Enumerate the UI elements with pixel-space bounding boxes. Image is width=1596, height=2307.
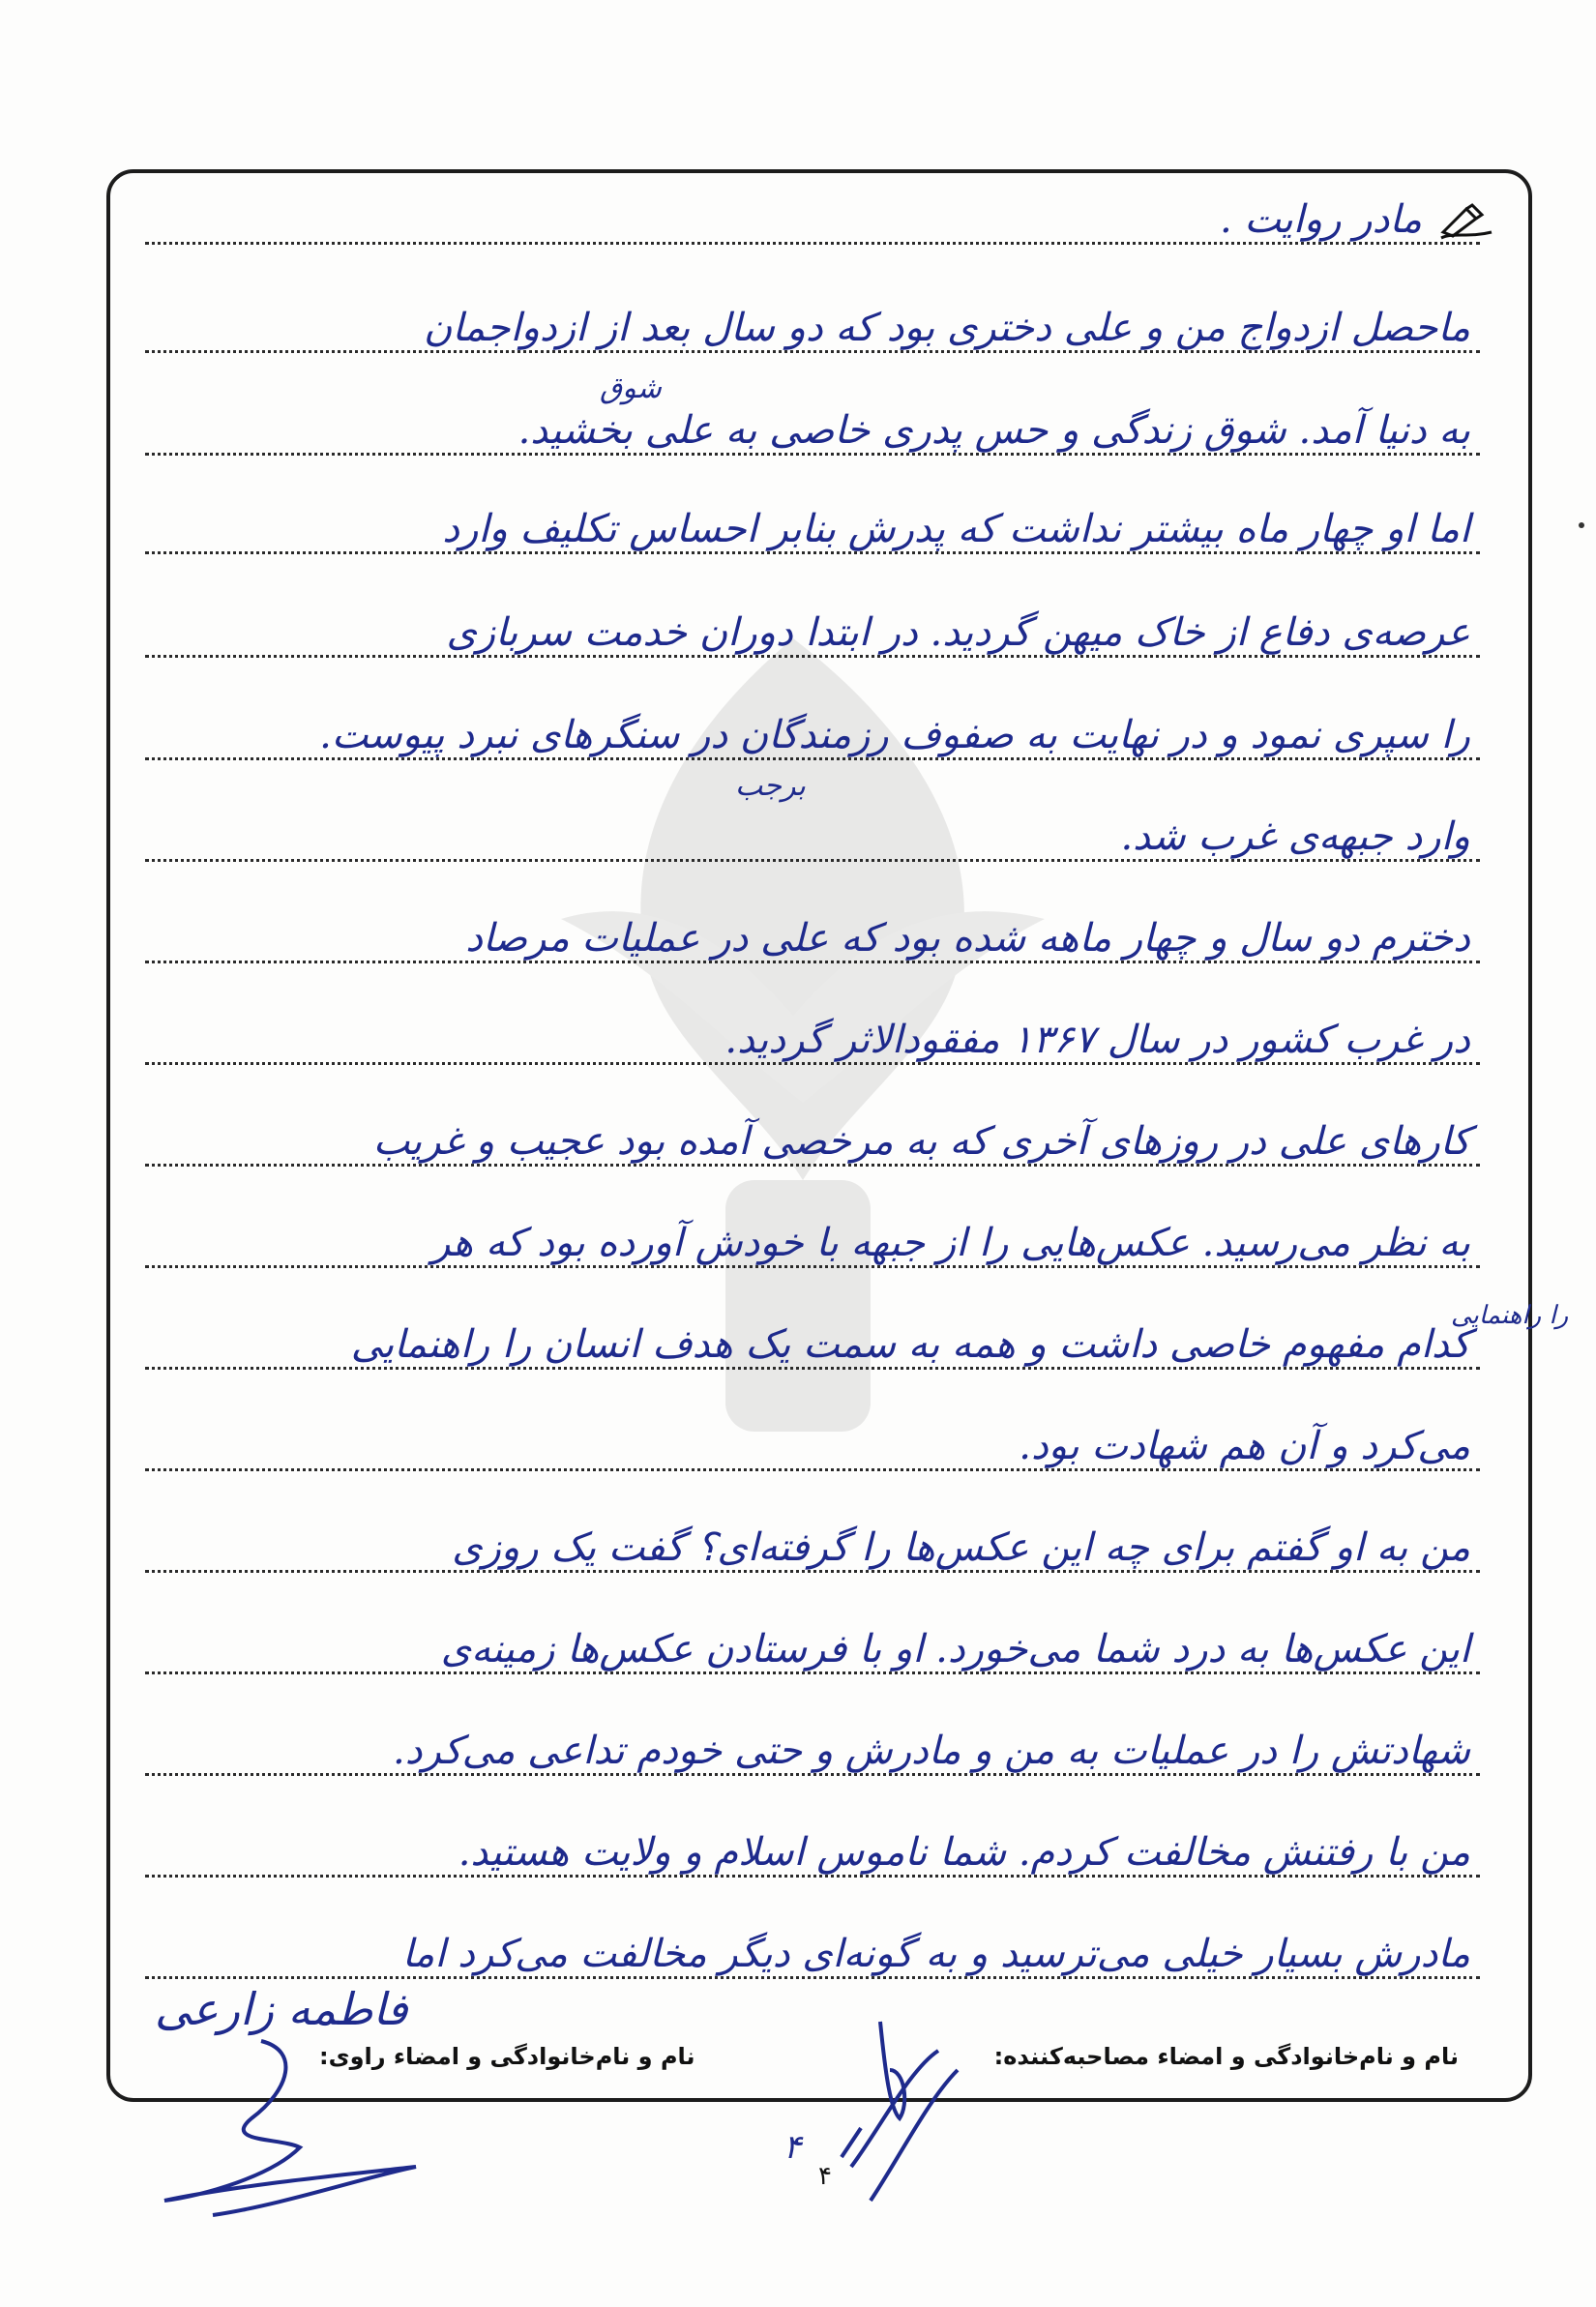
page-number: ۴	[818, 2162, 832, 2191]
handwritten-line: کدام مفهوم خاصی داشت و همه به سمت یک هدف انسان را راهنمایی	[350, 1322, 1470, 1367]
narrator-signature-label: نام و نام‌خانوادگی و امضاء راوی:	[319, 2043, 695, 2070]
handwritten-line: در غرب کشور در سال ۱۳۶۷ مفقودالاثر گردید.	[724, 1018, 1470, 1062]
ruled-line	[145, 1164, 1480, 1167]
handwritten-line: عرصه‌ی دفاع از خاک میهن گردید. در ابتدا دوران خدمت سربازی	[446, 610, 1470, 655]
handwritten-line: به دنیا آمد. شوق زندگی و حس پدری خاصی به علی بخشید.	[517, 408, 1470, 453]
ruled-line	[145, 757, 1480, 760]
handwritten-line: مادر روایت .	[1219, 197, 1422, 242]
ruled-line	[145, 1976, 1480, 1979]
ruled-line	[145, 1265, 1480, 1268]
handwritten-line: شهادتش را در عملیات به من و مادرش و حتی خودم تداعی می‌کرد.	[393, 1729, 1470, 1773]
ruled-line	[145, 961, 1480, 963]
ruled-line	[145, 1671, 1480, 1674]
ruled-line	[145, 350, 1480, 353]
margin-note: برجب	[735, 769, 806, 803]
handwritten-page-number: ۴	[783, 2128, 802, 2167]
ruled-line	[145, 1773, 1480, 1776]
ruled-line	[145, 1062, 1480, 1065]
handwritten-line: من به او گفتم برای چه این عکس‌ها را گرفته‌ای؟ گفت یک روزی	[452, 1525, 1470, 1570]
handwritten-line: را سپری نمود و در نهایت به صفوف رزمندگان در سنگرهای نبرد پیوست.	[319, 713, 1470, 757]
handwritten-line: می‌کرد و آن هم شهادت بود.	[1019, 1424, 1470, 1468]
handwritten-line: وارد جبهه‌ی غرب شد.	[1120, 814, 1470, 859]
handwritten-line: دخترم دو سال و چهار ماهه شده بود که علی در عملیات مرصاد	[465, 916, 1470, 961]
handwritten-line: اما او چهار ماه بیشتر نداشت که پدرش بنابر احساس تکلیف وارد	[442, 507, 1470, 551]
ruled-line	[145, 859, 1480, 862]
ruled-line	[145, 1468, 1480, 1471]
ruled-line	[145, 551, 1480, 554]
ruled-line	[145, 1367, 1480, 1370]
handwritten-line: ماحصل ازدواج من و علی دختری بود که دو سال بعد از ازدواجمان	[424, 306, 1470, 350]
ruled-line	[145, 1875, 1480, 1878]
ruled-line	[145, 453, 1480, 456]
handwritten-line: این عکس‌ها به درد شما می‌خورد. او با فرستادن عکس‌ها زمینه‌ی	[440, 1627, 1470, 1671]
margin-note: را راهنمایی	[1451, 1301, 1569, 1330]
ruled-line	[145, 1570, 1480, 1573]
interviewer-signature-label: نام و نام‌خانوادگی و امضاء مصاحبه‌کننده:	[993, 2043, 1459, 2070]
narrator-handwritten-name: فاطمه زارعی	[155, 1983, 408, 2035]
margin-note: شوق	[600, 371, 662, 405]
ruled-line	[145, 242, 1480, 245]
ruled-line	[145, 655, 1480, 658]
narrator-signature	[145, 2031, 435, 2225]
handwritten-line: من با رفتنش مخالفت کردم. شما ناموس اسلام و ولایت هستید.	[458, 1830, 1470, 1875]
handwritten-line: مادرش بسیار خیلی می‌ترسید و به گونه‌ای دیگر مخالفت می‌کرد اما	[401, 1932, 1470, 1976]
handwritten-line: به نظر می‌رسید. عکس‌هایی را از جبهه با خودش آورده بود که هر	[431, 1221, 1470, 1265]
handwritten-line: کارهای علی در روزهای آخری که به مرخصی آمده بود عجیب و غریب	[372, 1119, 1470, 1164]
